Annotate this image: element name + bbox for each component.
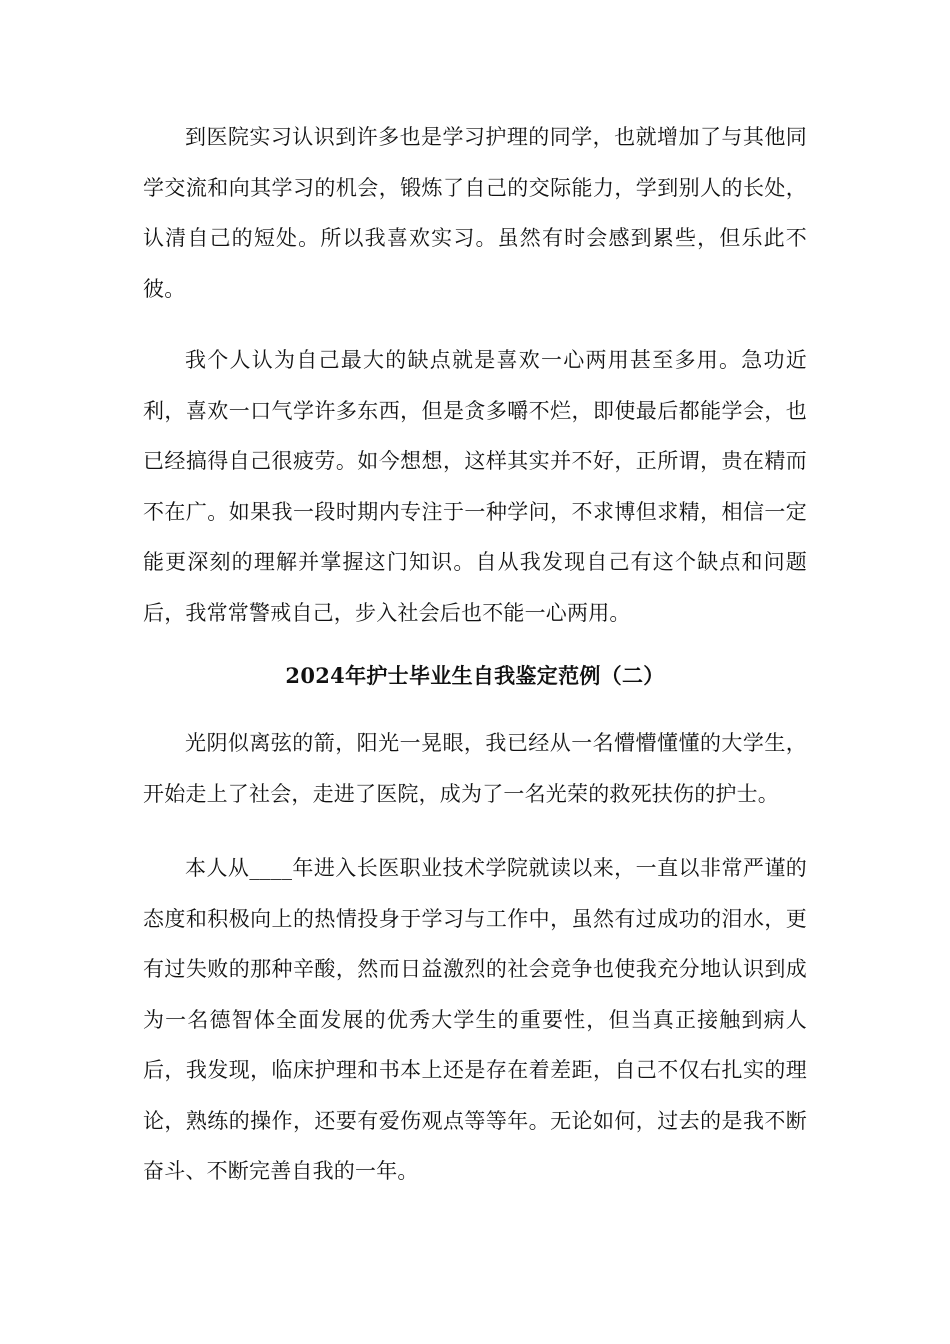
section-title: 2024年护士毕业生自我鉴定范例（二） (285, 663, 665, 688)
paragraph-study-experience: 本人从____年进入长医职业技术学院就读以来，一直以非常严谨的态度和积极向上的热情投身于学习与工作中，虽然有过成功的泪水，更有过失败的那种辛酸，然而日益激烈的社会竞争也使我充分地认识到成为一名德智体全面发展的优秀大学生的重要性，但当真正接触到病人后，我发现，临床护理和书本上还是存在着差距，自己不仅右扎实的理论，熟练的操作，还要有爱伤观点等等年。无论如何，过去的是我不断奋斗、不断完善自我的一年。 (143, 856, 807, 1183)
paragraph-internship-classmates: 到医院实习认识到许多也是学习护理的同学，也就增加了与其他同学交流和向其学习的机会，锻炼了自己的交际能力，学到别人的长处，认清自己的短处。所以我喜欢实习。虽然有时会感到累些，但乐此不彼。 (143, 125, 807, 301)
paragraph-personal-shortcoming: 我个人认为自己最大的缺点就是喜欢一心两用甚至多用。急功近利，喜欢一口气学许多东西，但是贪多嚼不烂，即使最后都能学会，也已经搞得自己很疲劳。如今想想，这样其实并不好，正所谓，贵在精而不在广。如果我一段时期内专注于一种学问，不求博但求精，相信一定能更深刻的理解并掌握这门知识。自从我发现自己有这个缺点和问题后，我常常警戒自己，步入社会后也不能一心两用。 (143, 348, 807, 625)
paragraph-time-flies: 光阴似离弦的箭，阳光一晃眼，我已经从一名懵懵懂懂的大学生，开始走上了社会，走进了医院，成为了一名光荣的救死扶伤的护士。 (143, 731, 807, 806)
document-page (143, 112, 807, 1197)
